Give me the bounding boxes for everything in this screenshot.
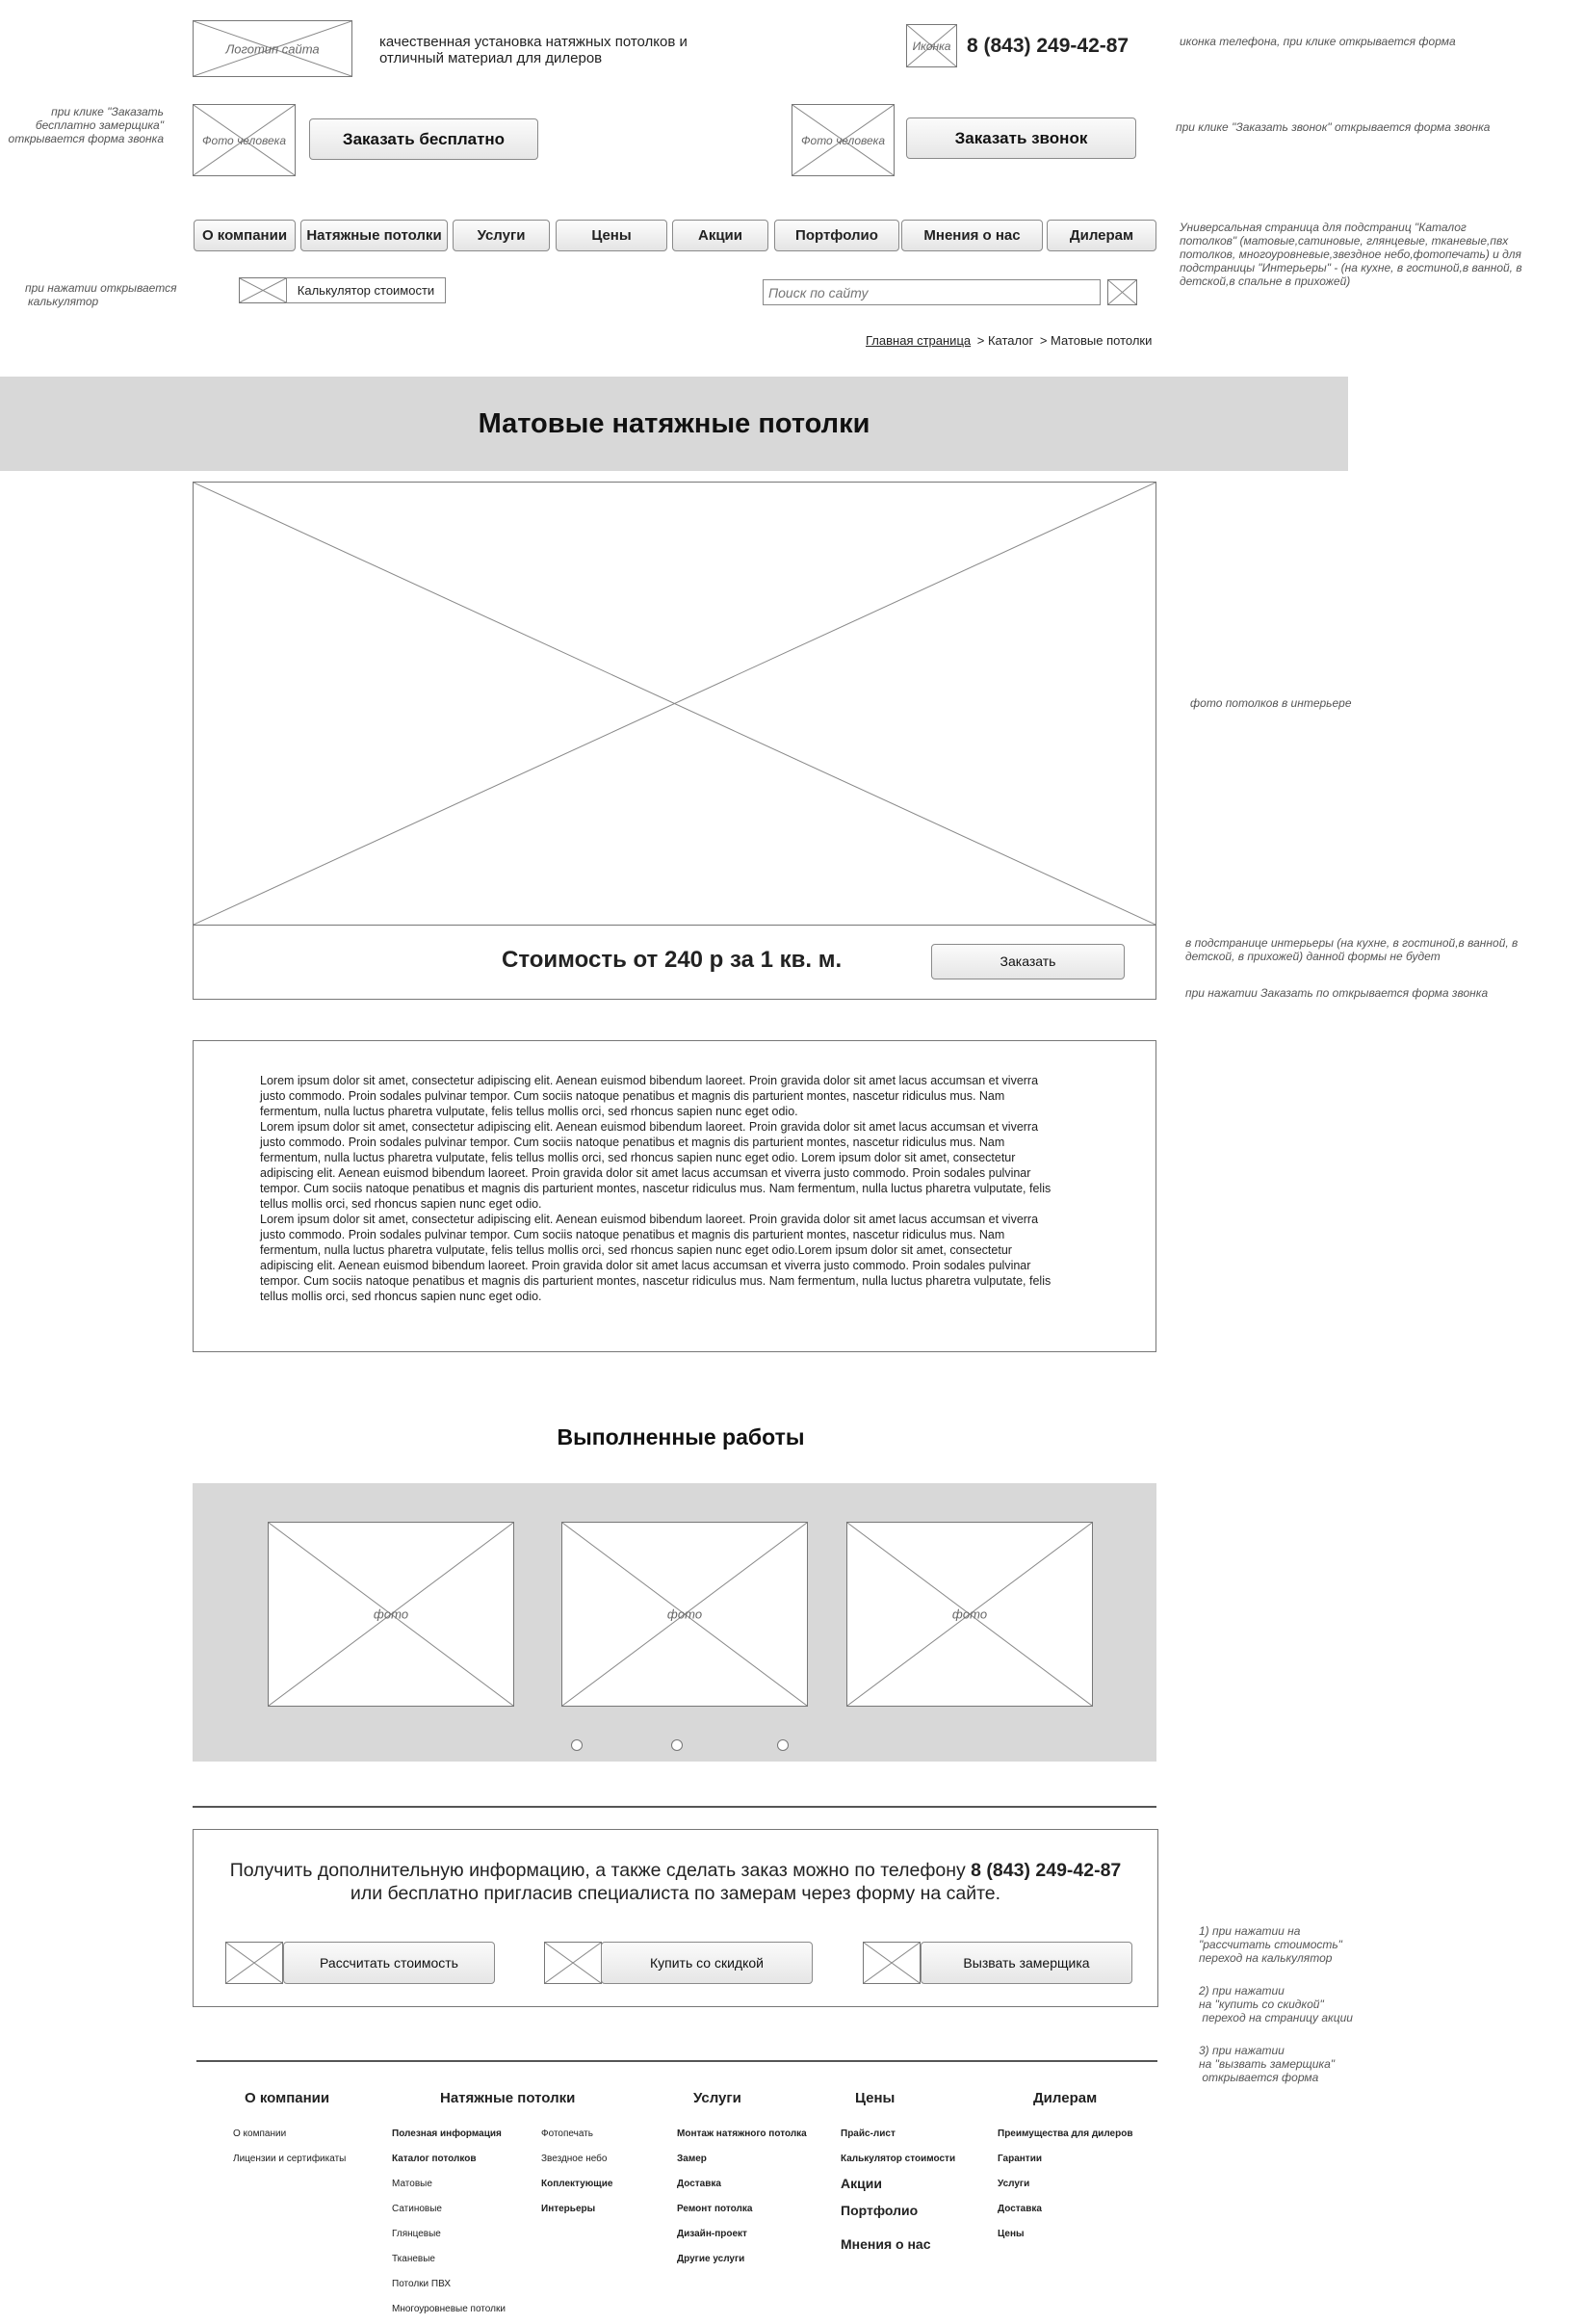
cta-line2: или бесплатно пригласив специалиста по замерам через форму на сайте. <box>350 1883 1001 1904</box>
breadcrumb <box>866 333 1152 348</box>
works-photo-1[interactable] <box>268 1522 514 1707</box>
hero-order-button[interactable]: Заказать <box>931 944 1125 979</box>
footer-link[interactable]: Лицензии и сертификаты <box>233 2154 347 2164</box>
calc-cost-button[interactable]: Рассчитать стоимость <box>283 1942 495 1984</box>
hero-image <box>193 482 1156 926</box>
footer-title-prices[interactable]: Цены <box>855 2090 896 2106</box>
footer-link[interactable]: Полезная информация <box>392 2128 502 2139</box>
person-photo-left <box>193 104 296 176</box>
buy-discount-button[interactable]: Купить со скидкой <box>601 1942 813 1984</box>
footer-link[interactable]: Коплектующие <box>541 2179 613 2189</box>
nav-item-ceilings[interactable]: Натяжные потолки <box>300 220 448 251</box>
footer-divider <box>196 2060 1157 2062</box>
hero-order-note: при нажатии Заказать по открывается форма звонка <box>1185 986 1489 1000</box>
footer-link[interactable]: Прайс-лист <box>841 2128 896 2139</box>
nav-item-prices[interactable]: Цены <box>556 220 667 251</box>
footer-link[interactable]: Ремонт потолка <box>677 2204 753 2214</box>
logo-placeholder[interactable] <box>193 20 352 77</box>
carousel-dot-1[interactable] <box>571 1739 583 1751</box>
tagline-line1: качественная установка натяжных потолков и <box>379 34 688 50</box>
page-title: Матовые натяжные потолки <box>478 408 870 439</box>
lorem-text: Lorem ipsum dolor sit amet, consectetur adipiscing elit. Aenean euismod bibendum laoreet. Proin gravida dolor sit amet lacus accumsan et viverra justo commodo. Proin sodales pulvinar tempor. Cum sociis natoque penatibus et magnis dis parturient montes, nascetur ridiculus mus. Nam fermentum, nulla luctus pharetra vulputate, felis tellus mollis orci, sed rhoncus sapien nunc eget odio. Lorem ipsum dolor sit amet, consectetur adipiscing elit. Aenean euismod bibendum laoreet. Proin gravida dolor sit amet lacus accumsan et viverra justo commodo. Proin sodales pulvinar tempor. Cum sociis natoque penatibus et magnis dis parturient montes, nascetur ridiculus mus. Nam fermentum, nulla luctus pharetra vulputate, felis tellus mollis orci, sed rhoncus sapien nunc eget odio. Lorem ipsum dolor sit amet, consectetur adipiscing elit. Aenean euismod bibendum laoreet. Proin gravida dolor sit amet lacus accumsan et viverra justo commodo. Proin sodales pulvinar tempor. Cum sociis natoque penatibus et magnis dis parturient montes, nascetur ridiculus mus. Nam fermentum, nulla luctus pharetra vulputate, felis tellus mollis orci, sed rhoncus sapien nunc eget odio. Lorem ipsum dolor sit amet, consectetur adipiscing elit. Aenean euismod bibendum laoreet. Proin gravida dolor sit amet lacus accumsan et viverra justo commodo. Proin sodales pulvinar tempor. Cum sociis natoque penatibus et magnis dis parturient montes, nascetur ridiculus mus. Nam fermentum, nulla luctus pharetra vulputate, felis tellus mollis orci, sed rhoncus sapien nunc eget odio.Lorem ipsum dolor sit amet, consectetur adipiscing elit. Aenean euismod bibendum laoreet. Proin gravida dolor sit amet lacus accumsan et viverra justo commodo. Proin sodales pulvinar tempor. Cum sociis natoque penatibus et magnis dis parturient montes, nascetur ridiculus mus. Nam fermentum, nulla luctus pharetra vulputate, felis tellus mollis orci, sed rhoncus sapien nunc eget odio. <box>260 1074 1052 1303</box>
footer-link[interactable]: Доставка <box>998 2204 1042 2214</box>
footer-link[interactable]: Матовые <box>392 2179 432 2189</box>
header-phone[interactable]: 8 (843) 249-42-87 <box>967 35 1130 57</box>
person-photo-left-label: Фото человека <box>201 133 287 147</box>
calc-cost-icon[interactable] <box>225 1942 283 1984</box>
footer-link[interactable]: Звездное небо <box>541 2154 608 2164</box>
search-icon[interactable] <box>1107 279 1137 305</box>
footer-link[interactable]: Гарантии <box>998 2154 1043 2164</box>
phone-note: иконка телефона, при клике открывается форма <box>1180 35 1456 48</box>
order-free-button[interactable]: Заказать бесплатно <box>309 118 538 160</box>
footer-link[interactable]: Другие услуги <box>677 2254 745 2264</box>
calculator-note: при нажатии открывается калькулятор <box>25 281 177 308</box>
works-photo-2-label: фото <box>666 1606 703 1622</box>
order-call-note: при клике "Заказать звонок" открывается форма звонка <box>1176 120 1491 134</box>
footer-link[interactable]: Многоуровневые потолки <box>392 2304 506 2314</box>
footer-link[interactable]: Доставка <box>677 2179 721 2189</box>
carousel-dot-2[interactable] <box>671 1739 683 1751</box>
tagline-line2: отличный материал для дилеров <box>379 50 603 66</box>
works-title: Выполненные работы <box>557 1424 805 1449</box>
footer-link[interactable]: Потолки ПВХ <box>392 2279 452 2289</box>
calculator-link[interactable]: Калькулятор стоимости <box>286 277 446 303</box>
footer-title-about[interactable]: О компании <box>245 2090 330 2106</box>
buy-discount-icon[interactable] <box>544 1942 602 1984</box>
footer-title-dealers[interactable]: Дилерам <box>1033 2090 1098 2106</box>
cta-text <box>193 1859 1158 1905</box>
nav-item-reviews[interactable]: Мнения о нас <box>901 220 1043 251</box>
footer-link[interactable]: Глянцевые <box>392 2229 441 2239</box>
works-photo-3[interactable] <box>846 1522 1093 1707</box>
footer-link[interactable]: Услуги <box>998 2179 1030 2189</box>
nav-item-about[interactable]: О компании <box>194 220 296 251</box>
person-photo-right-label: Фото человека <box>800 133 886 147</box>
breadcrumb-home[interactable]: Главная страница <box>866 333 972 348</box>
breadcrumb-current: > Матовые потолки <box>1039 333 1153 348</box>
footer-link[interactable]: Фотопечать <box>541 2128 593 2139</box>
footer-link[interactable]: Каталог потолков <box>392 2154 477 2164</box>
logo-label: Логотип сайта <box>225 41 320 56</box>
footer-link[interactable]: Акции <box>841 2176 882 2191</box>
nav-item-services[interactable]: Услуги <box>453 220 550 251</box>
footer-link[interactable]: Монтаж натяжного потолка <box>677 2128 807 2139</box>
price-text: Стоимость от 240 р за 1 кв. м. <box>502 947 843 973</box>
footer-link[interactable]: Замер <box>677 2154 707 2164</box>
footer-link[interactable]: Калькулятор стоимости <box>841 2154 956 2164</box>
nav-item-portfolio[interactable]: Портфолио <box>774 220 899 251</box>
order-call-button[interactable]: Заказать звонок <box>906 118 1136 159</box>
person-photo-right <box>792 104 895 176</box>
interiors-note: в подстранице интерьеры (на кухне, в гостиной,в ванной, в детской, в прихожей) данной формы не будет <box>1185 936 1519 963</box>
footer-link[interactable]: Тканевые <box>392 2254 435 2264</box>
footer-link[interactable]: Мнения о нас <box>841 2236 931 2252</box>
phone-icon[interactable] <box>906 24 957 67</box>
works-photo-2[interactable] <box>561 1522 808 1707</box>
call-measurer-icon[interactable] <box>863 1942 921 1984</box>
footer-link[interactable]: О компании <box>233 2128 287 2139</box>
order-free-note: при клике "Заказать бесплатно замерщика" открывается форма звонка <box>8 105 164 145</box>
carousel-dot-3[interactable] <box>777 1739 789 1751</box>
nav-note: Универсальная страница для подстраниц "Каталог потолков" (матовые,сатиновые, глянцевые, тканевые,пвх потолков, многоуровневые,звездное небо,фотопечать) и для подстраницы "Интерьеры" - (на кухне, в гостиной,в ванной, в детской,в спальне в прихожей) <box>1180 221 1522 288</box>
search-input[interactable] <box>763 279 1101 305</box>
works-photo-3-label: фото <box>951 1606 988 1622</box>
footer-title-ceilings[interactable]: Натяжные потолки <box>440 2090 576 2106</box>
hero-image-note: фото потолков в интерьере <box>1190 696 1352 710</box>
nav-item-promotions[interactable]: Акции <box>672 220 768 251</box>
phone-icon-label: Иконка <box>912 39 951 53</box>
works-photo-1-label: фото <box>373 1606 409 1622</box>
footer-link[interactable]: Цены <box>998 2229 1025 2239</box>
divider <box>193 1806 1156 1808</box>
cta-line1: Получить дополнительную информацию, а также сделать заказ можно по телефону <box>229 1860 966 1881</box>
call-measurer-button[interactable]: Вызвать замерщика <box>921 1942 1132 1984</box>
calculator-icon[interactable] <box>239 277 287 303</box>
footer-link[interactable]: Сатиновые <box>392 2204 442 2214</box>
breadcrumb-catalog[interactable]: > Каталог <box>976 333 1034 348</box>
nav-item-dealers[interactable]: Дилерам <box>1047 220 1156 251</box>
footer-title-services[interactable]: Услуги <box>693 2090 741 2106</box>
footer-link[interactable]: Дизайн-проект <box>677 2229 747 2239</box>
cta-notes: 1) при нажатии на "рассчитать стоимость" переход на калькулятор 2) при нажатии на "купить со скидкой" переход на страницу акции 3) при нажатии на "вызвать замерщика" открывается форма <box>1199 1924 1353 2084</box>
footer-link[interactable]: Портфолио <box>841 2203 919 2218</box>
cta-phone[interactable]: 8 (843) 249-42-87 <box>971 1860 1122 1881</box>
footer-link[interactable]: Преимущества для дилеров <box>998 2128 1133 2139</box>
tagline <box>379 34 688 66</box>
footer-link[interactable]: Интерьеры <box>541 2204 596 2214</box>
